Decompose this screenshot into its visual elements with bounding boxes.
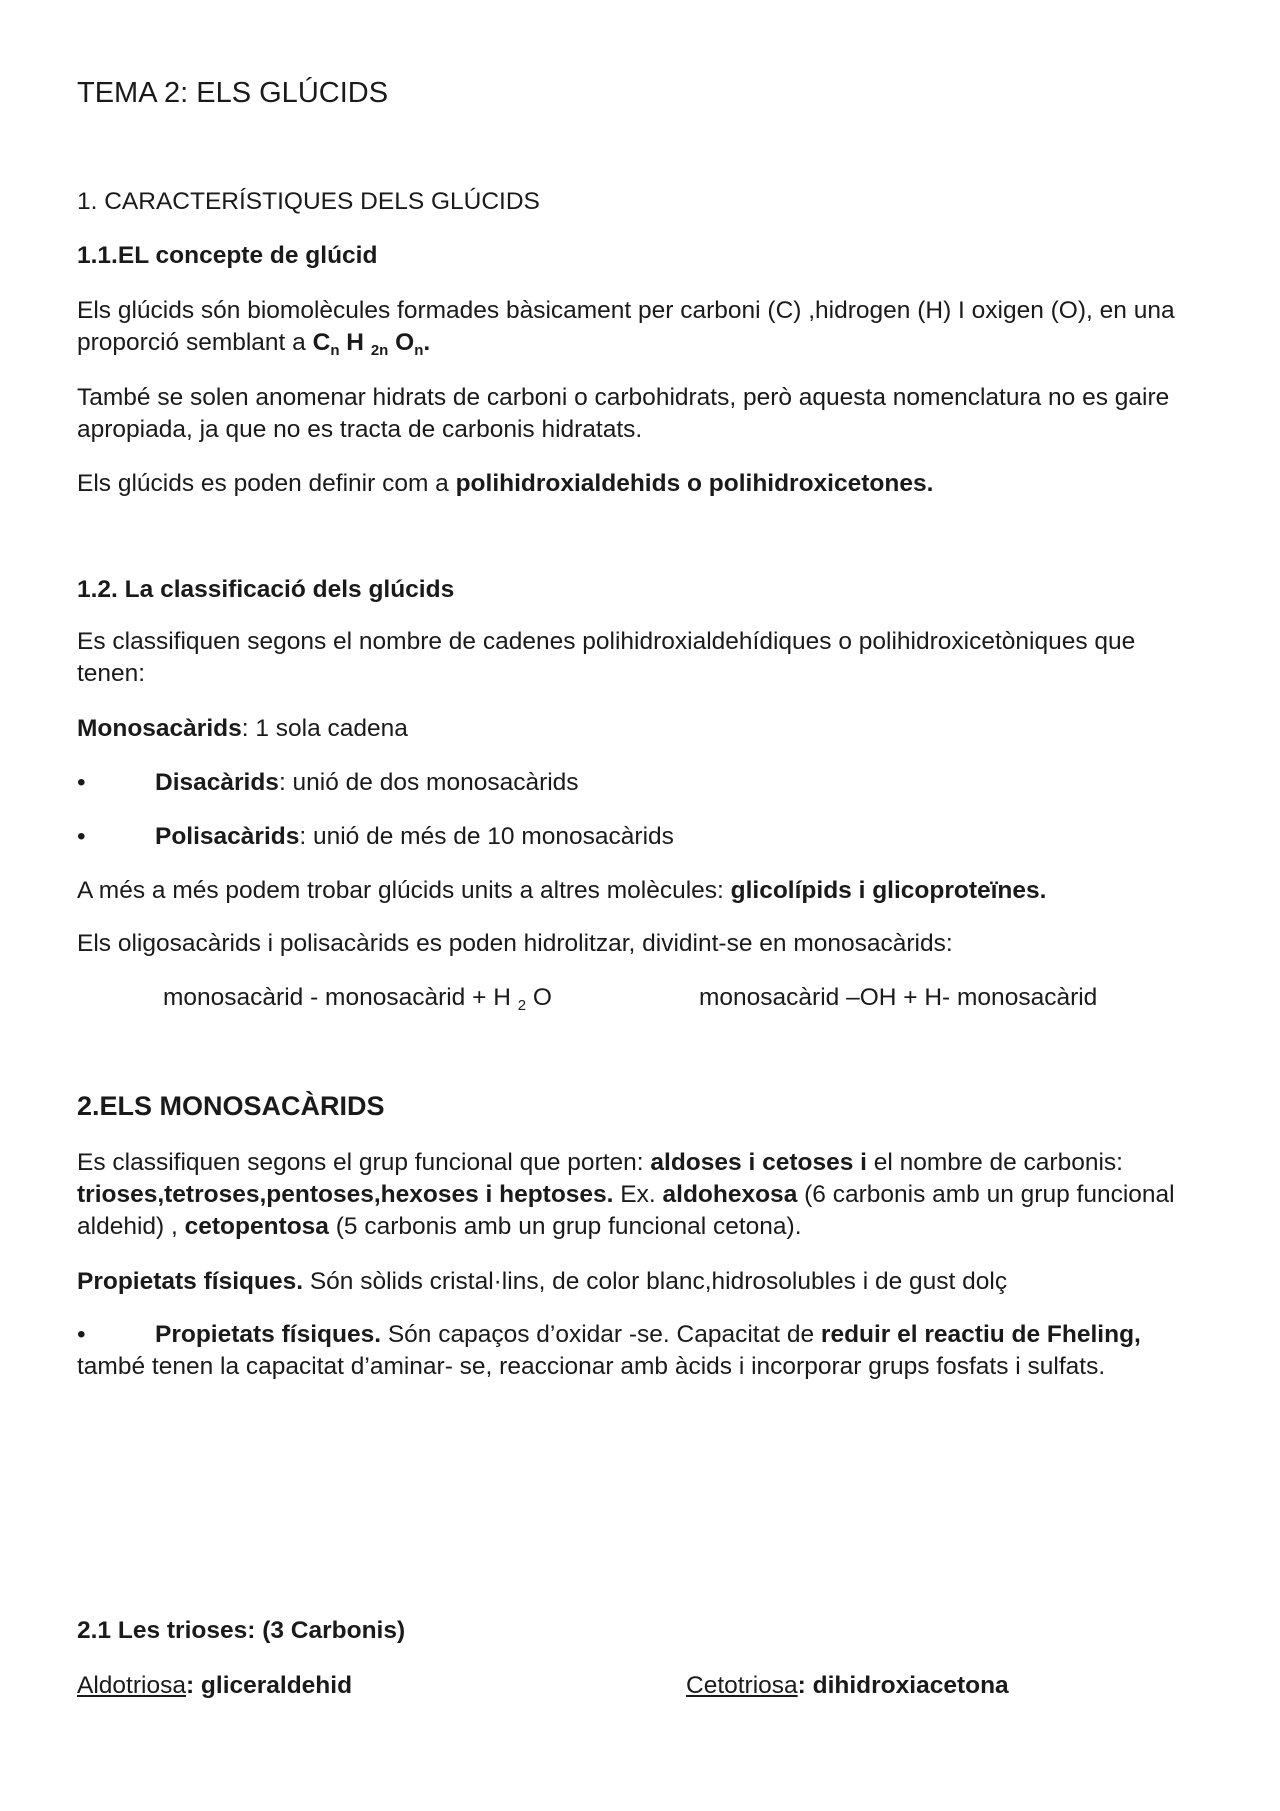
- text-run: Ex.: [613, 1181, 663, 1208]
- conjugates-paragraph: [77, 875, 1202, 907]
- bold-run: reduir el reactiu de Fheling,: [820, 1321, 1141, 1348]
- polysaccharides-label: Polisacàrids: [155, 823, 300, 850]
- bullet-disaccharides: [77, 767, 1202, 799]
- aldotriose-line: [77, 1670, 352, 1702]
- formula-o: O: [395, 329, 415, 356]
- subsection-2-1-heading: 2.1 Les trioses: (3 Carbonis): [77, 1617, 406, 1644]
- aldotriose-colon: :: [185, 1672, 201, 1699]
- concept-text: Els glúcids són biomolècules formades bàsicament per carboni (C) ,hidrogen (H) I oxigen (O), en una proporció semblant a: [77, 297, 1175, 356]
- hydrolysis-paragraph: Els oligosacàrids i polisacàrids es poden hidrolitzar, dividint-se en monosacàrids:: [77, 930, 953, 957]
- conjugates-bold: glicolípids i glicoproteïnes.: [730, 877, 1047, 904]
- formula-o-sub: n: [414, 342, 424, 359]
- chemical-properties-label: Propietats físiques.: [155, 1321, 382, 1348]
- nomenclature-paragraph: També se solen anomenar hidrats de carboni o carbohidrats, però aquesta nomenclatura no es gaire apropiada, ja que no es tracta de carbonis hidratats.: [77, 384, 1170, 443]
- definition-paragraph: [77, 468, 1202, 500]
- equation-left-sub: 2: [517, 997, 527, 1014]
- text-run: el nombre de carbonis:: [866, 1149, 1123, 1176]
- disaccharides-text: : unió de dos monosacàrids: [278, 769, 579, 796]
- hydrolysis-equation-right: monosacàrid –OH + H- monosacàrid: [699, 984, 1098, 1011]
- conjugates-text: A més a més podem trobar glúcids units a altres molècules:: [77, 877, 731, 904]
- definition-text: Els glúcids es poden definir com a: [77, 470, 456, 497]
- subsection-1-1-heading: 1.1.EL concepte de glúcid: [77, 242, 378, 269]
- disaccharides-label: Disacàrids: [155, 769, 279, 796]
- aldotriose-label: Aldotriosa: [77, 1672, 186, 1699]
- equation-left-b: O: [526, 984, 552, 1011]
- formula-c: C: [312, 329, 331, 356]
- bullet-polysaccharides: [77, 821, 1202, 853]
- formula-h: H: [346, 329, 364, 356]
- bold-run: aldohexosa: [662, 1181, 798, 1208]
- page-title: TEMA 2: ELS GLÚCIDS: [77, 77, 389, 109]
- chemical-properties-paragraph: [77, 1319, 1202, 1383]
- physical-properties-paragraph: [77, 1266, 1202, 1298]
- text-run: Són capaços d’oxidar -se. Capacitat de: [381, 1321, 821, 1348]
- section-2-heading: 2.ELS MONOSACÀRIDS: [77, 1091, 385, 1121]
- ketotriose-value: dihidroxiacetona: [812, 1672, 1009, 1699]
- subsection-1-2-heading: 1.2. La classificació dels glúcids: [77, 576, 455, 603]
- formula-end: .: [423, 329, 431, 356]
- concept-paragraph: [77, 295, 1202, 359]
- classification-intro: Es classifiquen segons el nombre de cadenes polihidroxialdehídiques o polihidroxicetòniques que tenen:: [77, 628, 1136, 687]
- ketotriose-label: Cetotriosa: [686, 1672, 798, 1699]
- physical-properties-text: Són sòlids cristal·lins, de color blanc,hidrosolubles i de gust dolç: [303, 1268, 1008, 1295]
- section-1-heading: 1. CARACTERÍSTIQUES DELS GLÚCIDS: [77, 188, 540, 215]
- physical-properties-label: Propietats físiques.: [77, 1268, 304, 1295]
- monosaccharides-line: [77, 713, 1202, 745]
- bullet-dot: •: [77, 769, 86, 796]
- equation-left-a: monosacàrid - monosacàrid + H: [163, 984, 518, 1011]
- text-run: (6 carbonis amb un grup funcional aldehid) ,: [77, 1181, 1175, 1240]
- monosaccharides-text: : 1 sola cadena: [241, 715, 408, 742]
- bold-run: cetopentosa: [184, 1213, 329, 1240]
- ketotriose-colon: :: [797, 1672, 813, 1699]
- hydrolysis-equation-left: [163, 982, 552, 1014]
- definition-bold: polihidroxialdehids o polihidroxicetones.: [455, 470, 934, 497]
- monosaccharides-label: Monosacàrids: [77, 715, 242, 742]
- formula-h-sub: 2n: [370, 342, 389, 359]
- text-run: (5 carbonis amb un grup funcional cetona).: [328, 1213, 802, 1240]
- bullet-dot: •: [77, 1321, 86, 1348]
- polysaccharides-text: : unió de més de 10 monosacàrids: [299, 823, 674, 850]
- aldotriose-value: gliceraldehid: [200, 1672, 353, 1699]
- monosaccharides-classification-paragraph: [77, 1147, 1202, 1243]
- formula-c-sub: n: [330, 342, 340, 359]
- text-run: també tenen la capacitat d’aminar- se, reaccionar amb àcids i incorporar grups fosfats i sulfats.: [77, 1353, 1106, 1380]
- ketotriose-line: [686, 1670, 1009, 1702]
- bold-run: trioses,tetroses,pentoses,hexoses i heptoses.: [77, 1181, 614, 1208]
- bold-run: aldoses i cetoses i: [650, 1149, 867, 1176]
- bullet-dot: •: [77, 823, 86, 850]
- text-run: Es classifiquen segons el grup funcional que porten:: [77, 1149, 651, 1176]
